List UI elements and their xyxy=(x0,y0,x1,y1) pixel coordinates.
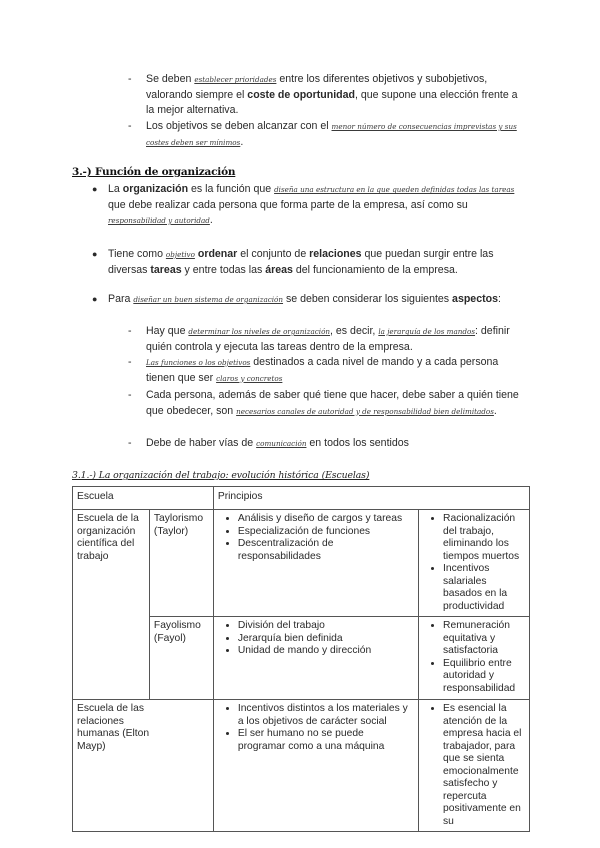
list-item: • Unidad de mando y dirección xyxy=(238,645,414,658)
bullet-dot: ● xyxy=(92,249,98,259)
list-item: • Análisis y diseño de cargos y tareas xyxy=(238,513,414,526)
handwritten-note: menor número de consecuencias imprevistas y sus costes deben ser mínimos xyxy=(146,122,517,147)
text: . xyxy=(493,404,497,417)
bold-term: aspectos xyxy=(452,293,498,305)
dash-bullet: - xyxy=(128,325,132,337)
bullet-dot: ● xyxy=(92,184,98,194)
dash-bullet: - xyxy=(128,73,132,85)
objective-item-costs xyxy=(146,119,528,150)
text: del funcionamiento de la empresa. xyxy=(292,263,458,276)
list-item: • Es esencial la atención de la empresa hacia el trabajador, para que se sienta emocionalmente satisfecho y repercuta positivamente en su xyxy=(443,703,525,828)
header-principios: Principios xyxy=(213,487,529,510)
author-name: Fayolismo (Fayol) xyxy=(149,617,213,700)
principles-left xyxy=(213,510,418,617)
handwritten-note: necesarios canales de autoridad y de responsabilidad bien delimitados xyxy=(236,406,494,416)
subsection-heading: 3.1.-) La organización del trabajo: evolución histórica (Escuelas) xyxy=(72,470,370,481)
aspect-authority xyxy=(146,388,528,419)
handwritten-note: diseñar un buen sistema de organización xyxy=(133,295,284,304)
handwritten-note: diseña una estructura en la que queden definidas todas las tareas xyxy=(274,185,515,194)
organization-aspects xyxy=(108,292,528,308)
text: Debe de haber vías de xyxy=(146,437,257,449)
bullet-dot: ● xyxy=(92,294,98,304)
text: y entre todas las xyxy=(181,263,266,276)
organization-definition xyxy=(108,182,528,229)
aspect-functions xyxy=(146,355,528,386)
principles-left xyxy=(213,700,418,832)
handwritten-note: la jerarquía de los mandos xyxy=(378,327,476,336)
text: que puedan surgir entre las diversas xyxy=(108,248,494,276)
bold-term: tareas xyxy=(150,263,182,276)
text: Hay que xyxy=(146,325,189,337)
text: Se deben xyxy=(146,73,195,85)
handwritten-note: claros y concretos xyxy=(216,373,283,383)
text: en todos los sentidos xyxy=(306,437,409,449)
list-item: • Especialización de funciones xyxy=(238,526,414,539)
text: se deben considerar los siguientes xyxy=(283,293,453,305)
handwritten-note: determinar los niveles de organización xyxy=(188,327,331,336)
bold-term: áreas xyxy=(265,263,293,276)
list-item: • Racionalización del trabajo, eliminando los tiempos muertos xyxy=(443,513,525,563)
aspect-levels xyxy=(146,324,528,355)
text: . xyxy=(240,135,244,148)
handwritten-note: responsabilidad y autoridad xyxy=(108,216,210,225)
text: Tiene como xyxy=(108,248,166,260)
table-header-row xyxy=(73,487,530,510)
table-row xyxy=(73,700,530,832)
section-heading: 3.-) Función de organización xyxy=(72,166,236,178)
handwritten-note: objetivo xyxy=(165,250,195,259)
dash-bullet: - xyxy=(128,120,132,132)
principles-right xyxy=(419,510,530,617)
handwritten-note: comunicación xyxy=(256,439,307,448)
organization-objective xyxy=(108,247,528,278)
principles-left xyxy=(213,617,418,700)
schools-table xyxy=(72,486,530,832)
author-name: Taylorismo (Taylor) xyxy=(149,510,213,617)
objective-item-priorities xyxy=(146,72,528,119)
school-name: Escuela de la organización científica del trabajo xyxy=(73,510,150,700)
list-item: • Incentivos distintos a los materiales y a los objetivos de carácter social xyxy=(238,703,414,728)
aspect-communication xyxy=(146,436,528,452)
list-item: • Equilibrio entre autoridad y responsabilidad xyxy=(443,658,525,696)
dash-bullet: - xyxy=(128,437,132,449)
handwritten-note: Las funciones o los objetivos xyxy=(146,358,251,367)
principles-right xyxy=(419,700,530,832)
list-item: • El ser humano no se puede programar como a una máquina xyxy=(238,728,414,753)
list-item: • Remuneración equitativa y satisfactoria xyxy=(443,620,525,658)
list-item: • Descentralización de responsabilidades xyxy=(238,538,414,563)
text: : xyxy=(497,293,501,305)
text: La xyxy=(108,183,123,195)
dash-bullet: - xyxy=(128,356,132,368)
text: Cada persona, además de saber qué tiene que hacer, debe saber a quién tiene que obedecer, son xyxy=(146,389,519,417)
text: : definir quién controla y ejecuta las tareas dentro de la empresa. xyxy=(146,325,510,353)
header-escuela: Escuela xyxy=(73,487,214,510)
dash-bullet: - xyxy=(128,389,132,401)
text: , que supone una elección frente a la mejor alternativa. xyxy=(146,88,518,116)
text: Para xyxy=(108,293,134,305)
bold-term: relaciones xyxy=(309,248,362,260)
bold-term: coste de oportunidad xyxy=(247,88,356,101)
bold-term: organización xyxy=(122,183,189,195)
text: que debe realizar cada persona que forma parte de la empresa, así como su xyxy=(108,198,468,211)
text: es la función que xyxy=(188,183,275,195)
text: Los objetivos se deben alcanzar con el xyxy=(146,120,332,132)
table-row xyxy=(73,510,530,617)
list-item: • Jerarquía bien definida xyxy=(238,633,414,646)
text: el conjunto de xyxy=(237,248,310,260)
text: , es decir, xyxy=(330,325,379,337)
bold-term: ordenar xyxy=(194,248,238,260)
list-item: • División del trabajo xyxy=(238,620,414,633)
school-name: Escuela de las relaciones humanas (Elton Mayp) xyxy=(73,700,214,832)
text: . xyxy=(209,214,213,226)
list-item: • Incentivos salariales basados en la productividad xyxy=(443,563,525,613)
handwritten-note: establecer prioridades xyxy=(194,75,277,84)
principles-right xyxy=(419,617,530,700)
text: destinados a cada nivel de mando y a cada persona tienen que ser xyxy=(146,356,499,384)
text: entre los diferentes objetivos y subobjetivos, valorando siempre el xyxy=(146,73,488,101)
